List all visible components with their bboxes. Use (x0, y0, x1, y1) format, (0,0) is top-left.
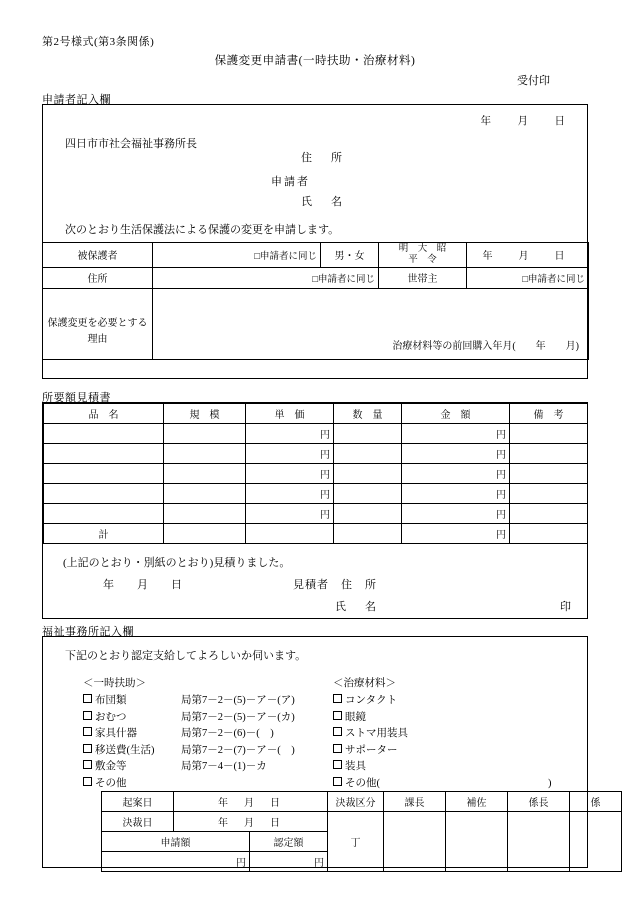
cell-item[interactable] (44, 424, 164, 444)
option-label: その他 (95, 777, 127, 789)
option-other-assistance[interactable] (83, 776, 333, 793)
approved-amount-value[interactable]: 円 (250, 852, 328, 872)
cell-amount[interactable]: 円 (402, 444, 510, 464)
receipt-seal-label: 受付印 (517, 75, 550, 87)
option-contact-lens[interactable] (333, 693, 563, 710)
cell-scale[interactable] (164, 484, 246, 504)
application-sentence: 次のとおり生活保護法による保護の変更を申請します。 (65, 224, 340, 236)
checkbox-icon[interactable] (333, 744, 342, 753)
era-top: 明 大 昭 (398, 244, 447, 254)
benefit-options (83, 675, 583, 792)
applicant-name-label: 氏 名 (301, 196, 346, 208)
form-number: 第2号様式(第3条関係) (42, 36, 155, 48)
cell-amount[interactable]: 円 (402, 504, 510, 524)
draft-date-field[interactable]: 年 月 日 (174, 792, 328, 812)
applied-amount-value[interactable]: 円 (102, 852, 250, 872)
option-supporter[interactable] (333, 743, 563, 760)
applicant-details-table (42, 242, 589, 360)
option-reference: 局第7－4－(1)－カ (181, 761, 267, 772)
total-scale (164, 524, 246, 544)
table-row (43, 243, 589, 268)
checkbox-icon[interactable] (83, 777, 92, 786)
cell-scale[interactable] (164, 464, 246, 484)
checkbox-icon[interactable] (83, 744, 92, 753)
applicant-address-label: 住 所 (301, 152, 346, 164)
option-orthosis[interactable] (333, 759, 563, 776)
division-value[interactable]: 丁 (328, 812, 384, 872)
cell-unit-price[interactable]: 円 (246, 484, 334, 504)
address-same-checkbox[interactable]: □申請者に同じ (153, 267, 379, 288)
protected-person-same-checkbox[interactable]: □申請者に同じ (153, 243, 321, 268)
table-row (43, 288, 589, 359)
checkbox-icon[interactable] (83, 727, 92, 736)
cell-qty[interactable] (334, 464, 402, 484)
estimate-statement: (上記のとおり・別紙のとおり)見積りました。 (63, 557, 291, 569)
cell-unit-price[interactable]: 円 (246, 504, 334, 524)
cell-scale[interactable] (164, 504, 246, 524)
applicant-date-line: 年 月 日 (480, 116, 573, 127)
option-label: その他( ) (345, 777, 552, 789)
table-row (44, 444, 588, 464)
applicant-label: 申請者 (271, 176, 310, 188)
cell-note[interactable] (510, 444, 588, 464)
decision-date-field[interactable]: 年 月 日 (174, 812, 328, 832)
option-label: コンタクト (345, 695, 398, 706)
post-assistant: 補佐 (446, 792, 508, 812)
checkbox-icon[interactable] (333, 711, 342, 720)
table-row (44, 464, 588, 484)
estimator-seal-label: 印 (560, 601, 571, 613)
cell-item[interactable] (44, 504, 164, 524)
option-label: 敷金等 (95, 761, 127, 772)
cell-unit-price[interactable]: 円 (246, 424, 334, 444)
cell-note[interactable] (510, 424, 588, 444)
checkbox-icon[interactable] (333, 694, 342, 703)
table-row (102, 792, 622, 812)
option-stoma-device[interactable] (333, 726, 563, 743)
household-head-same-checkbox[interactable]: □申請者に同じ (467, 267, 589, 288)
protected-person-label: 被保護者 (43, 243, 153, 268)
option-deposit[interactable] (83, 759, 333, 776)
seal-cell-assistant[interactable] (446, 812, 508, 872)
post-subsection-chief: 係長 (508, 792, 570, 812)
household-head-label: 世帯主 (379, 267, 467, 288)
estimate-footer (43, 544, 587, 618)
medical-material-heading: ＜治療材料＞ (333, 678, 396, 689)
col-qty: 数 量 (334, 404, 402, 424)
birth-date-field[interactable]: 年 月 日 (467, 243, 589, 268)
previous-purchase-note: 治療材料等の前回購入年月( 年 月) (392, 341, 579, 353)
total-qty (334, 524, 402, 544)
post-section-chief: 課長 (384, 792, 446, 812)
option-label: 家具什器 (95, 728, 137, 739)
table-row (44, 484, 588, 504)
option-diaper[interactable] (83, 710, 333, 727)
option-label: 眼鏡 (345, 711, 366, 723)
option-label: 装具 (345, 761, 366, 772)
applicant-section-label: 申請者記入欄 (42, 94, 111, 106)
approved-amount-label: 認定額 (250, 832, 328, 852)
table-header-row (44, 404, 588, 424)
cell-note[interactable] (510, 484, 588, 504)
option-furniture[interactable] (83, 726, 333, 743)
col-unit-price: 単 価 (246, 404, 334, 424)
total-label: 計 (44, 524, 164, 544)
temporary-assistance-column (83, 675, 333, 792)
cell-qty[interactable] (334, 424, 402, 444)
change-reason-label-cell (43, 288, 153, 359)
draft-date-label: 起案日 (102, 792, 174, 812)
cell-qty[interactable] (334, 484, 402, 504)
era-field[interactable] (379, 243, 467, 268)
checkbox-icon[interactable] (333, 777, 342, 786)
change-reason-label-line2: 理由 (87, 333, 108, 345)
post-clerk: 係 (570, 792, 622, 812)
table-total-row (44, 524, 588, 544)
page-title: 保護変更申請書(一時扶助・治療材料) (214, 55, 416, 67)
division-label: 決裁区分 (328, 792, 384, 812)
estimate-table (43, 403, 588, 544)
cell-qty[interactable] (334, 444, 402, 464)
cell-scale[interactable] (164, 444, 246, 464)
option-label: 布団類 (95, 695, 127, 706)
option-reference: 局第7－2－(7)－ア－( ) (181, 744, 295, 756)
col-amount: 金 額 (402, 404, 510, 424)
col-item: 品 名 (44, 404, 164, 424)
col-note: 備 考 (510, 404, 588, 424)
table-row (44, 504, 588, 524)
cell-note[interactable] (510, 504, 588, 524)
seal-cell-subsection-chief[interactable] (508, 812, 570, 872)
total-note (510, 524, 588, 544)
estimator-address-label: 見積者 住 所 (293, 579, 377, 591)
estimator-name-label: 氏 名 (335, 601, 380, 613)
estimate-date[interactable]: 年 月 日 (103, 579, 188, 591)
office-intro-text: 下記のとおり認定支給してよろしいか伺います。 (65, 650, 307, 662)
option-other-material[interactable] (333, 776, 563, 793)
estimate-block (42, 402, 588, 619)
change-reason-label-line1: 保護変更を必要とする (47, 317, 148, 329)
change-reason-input[interactable] (153, 288, 589, 359)
cell-note[interactable] (510, 464, 588, 484)
applicant-entry-block (42, 104, 588, 379)
checkbox-icon[interactable] (83, 694, 92, 703)
welfare-office-block (42, 636, 601, 869)
checkbox-icon[interactable] (83, 760, 92, 769)
table-row (44, 424, 588, 444)
decision-date-label: 決裁日 (102, 812, 174, 832)
cell-qty[interactable] (334, 504, 402, 524)
option-label: ストマ用装具 (345, 728, 408, 739)
temporary-assistance-heading: ＜一時扶助＞ (83, 678, 146, 689)
option-reference: 局第7－2－(5)－ア－(ア) (181, 695, 295, 706)
checkbox-icon[interactable] (333, 727, 342, 736)
cell-unit-price[interactable]: 円 (246, 464, 334, 484)
office-section-label: 福祉事務所記入欄 (42, 626, 134, 638)
option-reference: 局第7－2－(5)－ア－(カ) (181, 711, 295, 723)
cell-item[interactable] (44, 464, 164, 484)
option-transport[interactable] (83, 743, 333, 760)
applied-amount-label: 申請額 (102, 832, 250, 852)
total-unit-price (246, 524, 334, 544)
cell-amount[interactable]: 円 (402, 424, 510, 444)
address-row-label: 住所 (43, 267, 153, 288)
cell-amount[interactable]: 円 (402, 484, 510, 504)
cell-unit-price[interactable]: 円 (246, 444, 334, 464)
gender-field[interactable]: 男・女 (321, 243, 379, 268)
checkbox-icon[interactable] (83, 711, 92, 720)
seal-cell-section-chief[interactable] (384, 812, 446, 872)
option-futon[interactable] (83, 693, 333, 710)
option-label: おむつ (95, 711, 127, 723)
approval-table (101, 791, 622, 872)
table-row (43, 267, 589, 288)
option-label: サポーター (345, 744, 398, 756)
seal-cell-clerk[interactable] (570, 812, 622, 872)
cell-item[interactable] (44, 484, 164, 504)
era-bottom: 平 令 (408, 254, 437, 265)
total-amount[interactable]: 円 (402, 524, 510, 544)
checkbox-icon[interactable] (333, 760, 342, 769)
estimate-section-label: 所要額見積書 (42, 392, 111, 404)
addressee-office-name: 四日市市社会福祉事務所長 (65, 138, 197, 150)
medical-material-column (333, 675, 563, 792)
cell-item[interactable] (44, 444, 164, 464)
cell-scale[interactable] (164, 424, 246, 444)
option-reference: 局第7－2－(6)－( ) (181, 728, 274, 739)
option-label: 移送費(生活) (95, 744, 155, 756)
table-row (102, 812, 622, 832)
option-glasses[interactable] (333, 710, 563, 727)
col-scale: 規 模 (164, 404, 246, 424)
cell-amount[interactable]: 円 (402, 464, 510, 484)
